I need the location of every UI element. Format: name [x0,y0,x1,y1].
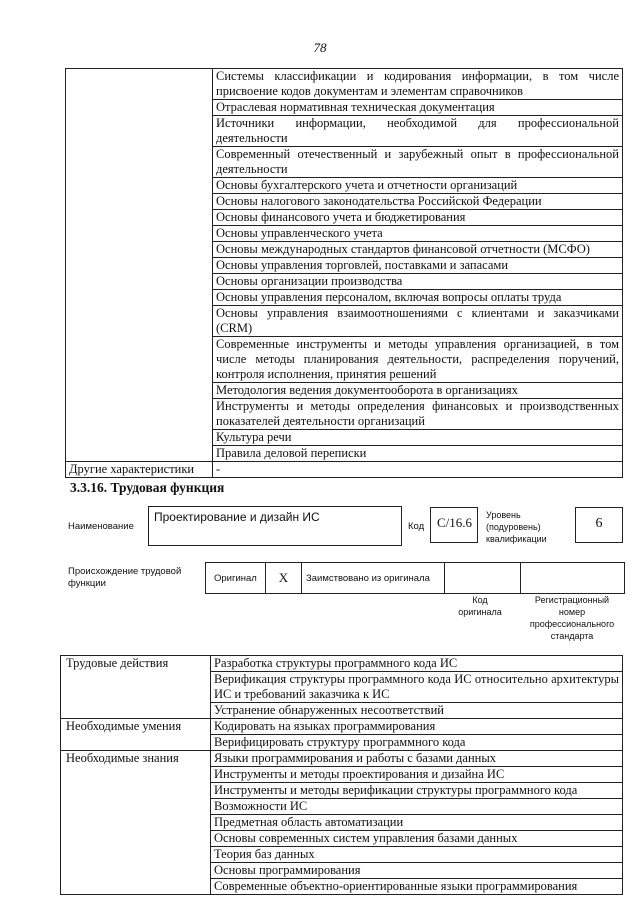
knowledge-item: Современные объектно-ориентированные языки программирования [211,879,623,895]
knowledge-item: Современный отечественный и зарубежный опыт в профессиональной деятельности [213,147,623,178]
action-item: Устранение обнаруженных несоответствий [211,703,623,719]
knowledge-item: Основы управления персоналом, включая вопросы оплаты труда [213,290,623,306]
caption-line: стандарта [550,631,594,641]
caption-line: профессионального [529,619,615,629]
level-label-line: квалификации [486,534,547,544]
name-label: Наименование [68,521,134,532]
knowledge-item: Основы организации производства [213,274,623,290]
action-item: Верификация структуры программного кода ИС относительно архитектуры ИС и требований заказчика к ИС [211,672,623,703]
function-name-box: Проектирование и дизайн ИС [148,506,402,546]
caption-line: номер [558,607,586,617]
knowledge-item: Системы классификации и кодирования информации, в том числе присвоение кодов документам и элементам справочников [213,69,623,100]
caption-line: Код [472,595,488,605]
page-number: 78 [313,40,327,55]
actions-label: Трудовые действия [61,656,211,719]
function-details-table [60,655,623,895]
knowledge-item: Основы налогового законодательства Российской Федерации [213,194,623,210]
knowledge-item: Основы управления торговлей, поставками и запасами [213,258,623,274]
code-label: Код [408,521,425,532]
other-characteristics-value: - [213,462,623,478]
knowledge-table-continued [65,68,623,478]
original-code-caption [445,594,515,618]
knowledge-item: Методология ведения документооборота в организациях [213,383,623,399]
caption-line: оригинала [458,607,502,617]
knowledge-item: Основы финансового учета и бюджетирования [213,210,623,226]
knowledge-item: Основы бухгалтерского учета и отчетности организаций [213,178,623,194]
knowledge-item: Инструменты и методы определения финансовых и производственных показателей деятельности организаций [213,399,623,430]
skill-item: Кодировать на языках программирования [211,719,623,735]
level-label-line: (подуровень) [486,522,541,532]
knowledge-item: Источники информации, необходимой для профессиональной деятельности [213,116,623,147]
level-label-line: Уровень [486,510,521,520]
knowledge-item: Современные инструменты и методы управления организацией, в том числе методы планирования деятельности, распределения поручений, контроля исполнения, принятия решений [213,337,623,383]
registration-number-caption [522,594,622,642]
qualification-level-label [486,509,547,545]
section-heading: 3.3.16. Трудовая функция [70,480,225,495]
origin-label-line: Происхождение трудовой [68,566,182,577]
knowledge-item: Теория баз данных [211,847,623,863]
knowledge-item: Предметная область автоматизации [211,815,623,831]
empty-label-cell [66,69,213,462]
original-cell: Оригинал [206,563,266,593]
knowledge-item: Основы управления взаимоотношениями с клиентами и заказчиками (CRM) [213,306,623,337]
qualification-level-box: 6 [575,507,623,543]
origin-label-line: функции [68,578,106,589]
borrowed-cell: Заимствовано из оригинала [302,563,445,593]
knowledge-item: Основы управленческого учета [213,226,623,242]
original-mark: X [266,563,302,593]
original-code-cell [445,563,521,593]
knowledge-item: Языки программирования и работы с базами данных [211,751,623,767]
knowledge-item: Основы программирования [211,863,623,879]
caption-line: Регистрационный [534,595,610,605]
knowledge-item: Основы современных систем управления базами данных [211,831,623,847]
knowledge-item: Правила деловой переписки [213,446,623,462]
action-item: Разработка структуры программного кода ИС [211,656,623,672]
origin-row [205,562,625,594]
knowledge-item: Возможности ИС [211,799,623,815]
skill-item: Верифицировать структуру программного кода [211,735,623,751]
function-code-box: C/16.6 [430,507,478,543]
knowledge-item: Инструменты и методы проектирования и дизайна ИС [211,767,623,783]
knowledge-item: Культура речи [213,430,623,446]
knowledge-item: Инструменты и методы верификации структуры программного кода [211,783,623,799]
other-characteristics-label: Другие характеристики [66,462,213,478]
origin-label [68,566,181,590]
knowledge-label: Необходимые знания [61,751,211,895]
knowledge-item: Отраслевая нормативная техническая документация [213,100,623,116]
skills-label: Необходимые умения [61,719,211,751]
registration-number-cell [521,563,624,593]
knowledge-item: Основы международных стандартов финансовой отчетности (МСФО) [213,242,623,258]
